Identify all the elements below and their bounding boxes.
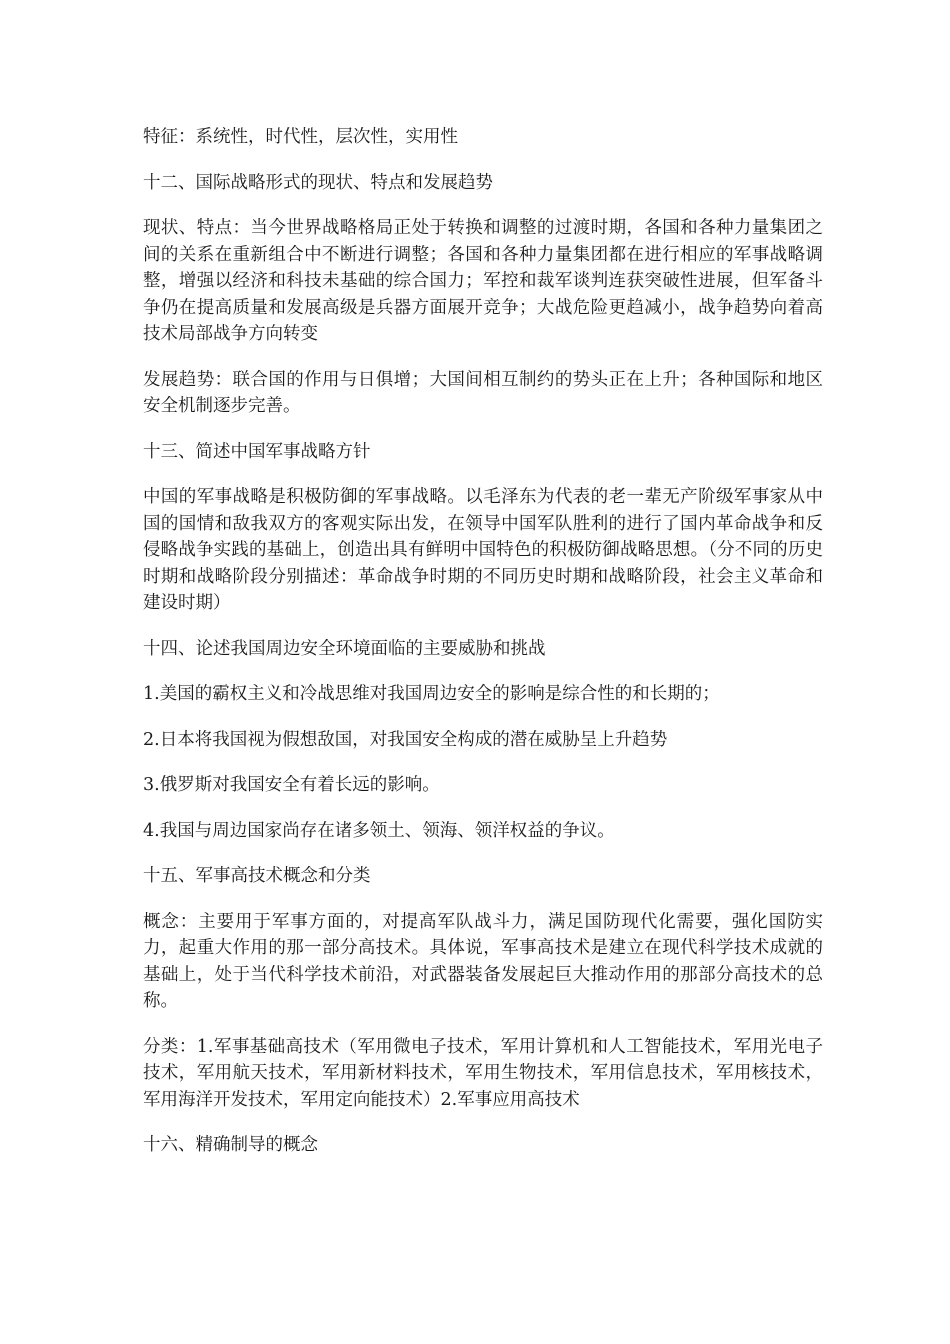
section-15-concept-paragraph: 概念：主要用于军事方面的，对提高军队战斗力，满足国防现代化需要，强化国防实力，起重大作用的那一部分高技术。具体说，军事高技术是建立在现代科学技术成就的基础上，处于当代科学技术前沿，对武器装备发展起巨大推动作用的那部分高技术的总称。 [143,911,823,1011]
section-13-heading: 十三、简述中国军事战略方针 [143,441,371,462]
features-line: 特征：系统性，时代性，层次性，实用性 [143,127,458,147]
section-14-item-2: 2.日本将我国视为假想敌国，对我国安全构成的潜在威胁呈上升趋势 [143,729,668,750]
section-15-classification-paragraph: 分类：1.军事基础高技术（军用微电子技术，军用计算机和人工智能技术，军用光电子技术，军用航天技术，军用新材料技术，军用生物技术，军用信息技术，军用核技术，军用海洋开发技术，军用定向能技术）2.军事应用高技术 [143,1036,823,1110]
document-body [143,124,823,1178]
section-14-heading: 十四、论述我国周边安全环境面临的主要威胁和挑战 [143,638,546,659]
section-15-heading: 十五、军事高技术概念和分类 [143,866,371,886]
section-14-item-1: 1.美国的霸权主义和冷战思维对我国周边安全的影响是综合性的和长期的； [143,684,720,704]
section-12-heading: 十二、国际战略形式的现状、特点和发展趋势 [143,172,493,193]
section-16-heading: 十六、精确制导的概念 [143,1135,318,1155]
section-12-status-paragraph: 现状、特点：当今世界战略格局正处于转换和调整的过渡时期，各国和各种力量集团之间的关系在重新组合中不断进行调整；各国和各种力量集团都在进行相应的军事战略调整，增强以经济和科技未基础的综合国力；军控和裁军谈判连获突破性进展，但军备斗争仍在提高质量和发展高级是兵器方面展开竞争；大战危险更趋减小，战争趋势向着高技术局部战争方向转变 [143,218,823,344]
section-12-trend-paragraph: 发展趋势：联合国的作用与日俱增；大国间相互制约的势头正在上升；各种国际和地区安全机制逐步完善。 [143,369,823,416]
section-14-item-3: 3.俄罗斯对我国安全有着长远的影响。 [143,775,440,795]
section-14-item-4: 4.我国与周边国家尚存在诸多领土、领海、领洋权益的争议。 [143,820,615,841]
section-13-paragraph: 中国的军事战略是积极防御的军事战略。以毛泽东为代表的老一辈无产阶级军事家从中国的国情和敌我双方的客观实际出发，在领导中国军队胜利的进行了国内革命战争和反侵略战争实践的基础上，创造出具有鲜明中国特色的积极防御战略思想。（分不同的历史时期和战略阶段分别描述：革命战争时期的不同历史时期和战略阶段，社会主义革命和建设时期） [143,487,823,613]
